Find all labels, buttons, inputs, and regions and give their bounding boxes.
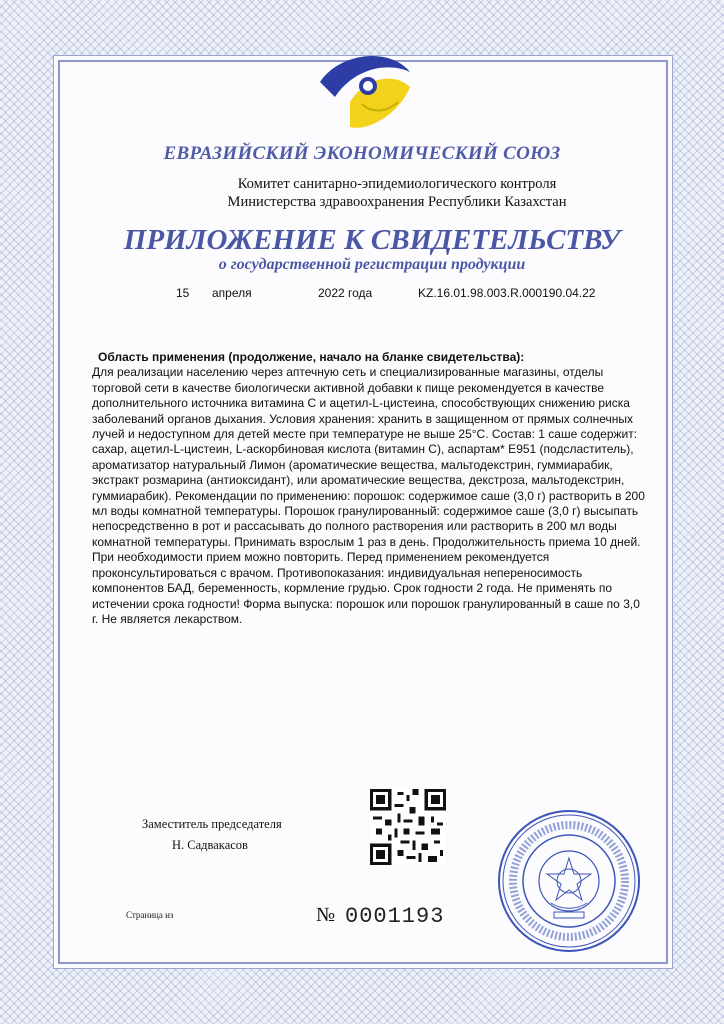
date-month: апреля <box>212 286 252 300</box>
document-title: ПРИЛОЖЕНИЕ К СВИДЕТЕЛЬСТВУ <box>123 224 621 256</box>
body-line: непосредственно в рот и рассасывать до полного растворения или растворить в 200 мл воды <box>92 519 617 534</box>
body-line: компонентов БАД, беременность, кормление грудью. Срок годности 2 года. Не применять по <box>92 581 613 596</box>
body-line: экстракт розмарина (антиоксидант), или ароматические вещества, декстроза, мальтодекстрин, <box>92 473 625 488</box>
signatory-name: Н. Садвакасов <box>172 838 248 852</box>
committee-line-1: Комитет санитарно-эпидемиологического контроля <box>237 176 557 192</box>
body-line: истечении срока годности! Форма выпуска: порошок или порошок гранулированный в саше по 3,0 <box>92 596 640 611</box>
body-line: сахар, ацетил-L-цистеин, L-аскорбиновая кислота (витамин С), аспартам* Е951 (подсластитель), <box>92 442 634 457</box>
body-line: При необходимости прием можно повторить. Перед применением рекомендуется <box>92 550 550 565</box>
qr-code-icon <box>370 789 446 865</box>
body-line: комнатной температуры. Принимать взрослым 1 раз в день. Продолжительность приема 10 дней. <box>92 534 641 549</box>
certificate-number: KZ.16.01.98.003.R.000190.04.22 <box>418 286 596 300</box>
application-area <box>92 350 662 627</box>
body-line: дополнительного источника витамина С и ацетил-L-цистеина, способствующих снижению риска <box>92 396 630 411</box>
signatory-position: Заместитель председателя <box>142 817 282 831</box>
number-sign: № <box>316 904 336 926</box>
body-line: лучей и недоступном для детей месте при температуре не выше 25°С. Состав: 1 саше содержит: <box>92 427 638 442</box>
date-year: 2022 года <box>318 286 373 300</box>
committee-line-2: Министерства здравоохранения Республики Казахстан <box>227 194 567 210</box>
blank-serial-number: 0001193 <box>345 904 445 929</box>
body-line: ароматизатор натуральный Лимон (ароматические вещества, мальтодекстрин, гуммиарабик, <box>92 457 613 472</box>
body-line: гуммиарабик). Рекомендации по применению: порошок: содержимое саше (3,0 г) растворить в 200 <box>92 488 645 503</box>
body-line: г. Не является лекарством. <box>92 611 243 626</box>
eaeu-logo-icon <box>310 42 420 142</box>
date-day: 15 <box>176 286 190 300</box>
page-label: Страница из <box>126 910 174 920</box>
application-area-heading: Область применения (продолжение, начало на бланке свидетельства): <box>98 350 525 364</box>
document-subtitle: о государственной регистрации продукции <box>218 256 526 273</box>
official-seal-icon <box>496 808 642 954</box>
body-line: торговой сети в качестве биологически активной добавки к пище рекомендуется в качестве <box>92 380 605 395</box>
body-line: мл воды комнатной температуры. Порошок гранулированный: содержимое саше (3,0 г) высыпать <box>92 504 639 519</box>
body-line: заболеваний органов дыхания. Условия хранения: хранить в защищенном от прямых солнечных <box>92 411 633 426</box>
body-line: проконсультироваться с врачом. Противопоказания: индивидуальная непереносимость <box>92 565 583 580</box>
union-name: ЕВРАЗИЙСКИЙ ЭКОНОМИЧЕСКИЙ СОЮЗ <box>163 143 561 164</box>
body-line: Для реализации населению через аптечную сеть и специализированные магазины, отделы <box>92 365 604 380</box>
